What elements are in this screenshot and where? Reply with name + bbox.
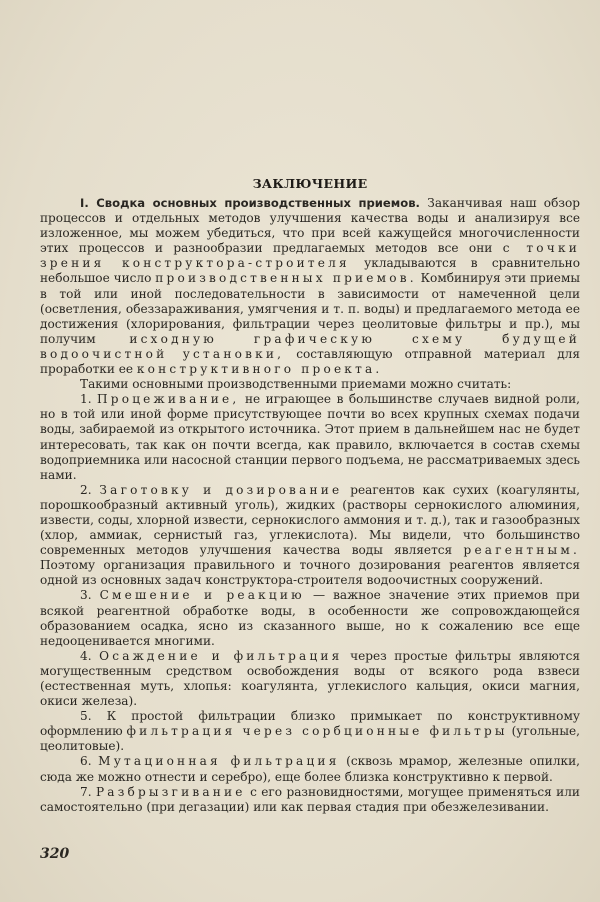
page-number: 320 — [40, 846, 70, 862]
spaced-term: Заготовку и дозирование — [99, 482, 343, 497]
spaced-term: производственных приемов. — [155, 271, 417, 286]
spaced-term: с точки зрения конструктора-строителя — [40, 241, 580, 271]
list-item-3: 3. Смешение и реакцию — важное значение этих приемов при всякой реагентной обработке воды, в особенности же сопровождающейся образованием осадка, ясно из сказанного выше, но к сожалению все еще недооценивается многими. — [40, 588, 580, 648]
spaced-term: реагентным. — [463, 543, 580, 558]
list-intro-paragraph: Такими основными производственными приемами можно считать: — [80, 377, 512, 392]
list-item-1: 1. Процеживание, не играющее в большинстве случаев видной роли, но в той или иной форме присутствующее почти во всех крупных схемах подачи воды, забираемой из открытого источника. Этот прием в дальнейшем нас не будет интересовать, так как он почти всегда, как правило, включается в состав схемы водоприемника или насосной станции первого подъема, не рассматриваемых здесь нами. — [40, 392, 581, 482]
spaced-term: Разбрызгивание — [95, 784, 246, 799]
section-subheading: I. Сводка основных производственных приемов. — [80, 196, 420, 210]
list-item-5: 5. К простой фильтрации близко примыкает по конструктивному оформлению фильтрация через сорбционные фильтры (угольные, цеолитовые). — [40, 709, 580, 754]
spaced-term: фильтрация через сорбционные фильтры — [126, 724, 508, 739]
spaced-term: Осаждение и фильтрация — [99, 648, 343, 663]
list-item-4: 4. Осаждение и фильтрация через простые фильтры являются могущественным средством освобождения воды от всякого рода взвеси (естественная муть, хлопья: коагулянта, углекислого кальция, окиси магния, окиси железа). — [40, 648, 580, 709]
page-content — [40, 176, 580, 815]
spaced-term: Мутационная фильтрация — [98, 754, 340, 769]
list-item-2: 2. Заготовку и дозирование реагентов как сухих (коагулянты, порошкообразный активный уголь), жидких (растворы сернокислого алюминия, извести, соды, хлорной извести, сернокислого аммония и т. д.), так и газообразных (хлор, аммиак, сернистый газ, углекислота). Мы видели, что большинство современных методов улучшения качества воды является реагентным. Поэтому организация правильного и точного дозирования реагентов является одной из основных задач конструктора-строителя водоочистных сооружений. — [40, 482, 580, 588]
list-item-7: 7. Разбрызгивание с его разновидностями, могущее применяться или самостоятельно (при дегазации) или как первая стадия при обезжелезивании. — [40, 784, 580, 814]
list-item-6: 6. Мутационная фильтрация (сквозь мрамор, железные опилки, сюда же можно отнести и серебро), еще более близка конструктивно к первой. — [40, 754, 580, 784]
spaced-term: Процеживание, — [97, 392, 240, 407]
spaced-term: исходную графическую схему будущей водоочистной установки, — [40, 331, 580, 361]
spaced-term: Смешение и реакцию — [99, 588, 305, 603]
chapter-heading: ЗАКЛЮЧЕНИЕ — [252, 176, 368, 191]
intro-paragraph: I. Сводка основных производственных приемов. Заканчивая наш обзор процессов и отдельных методов улучшения качества воды и анализируя все изложенное, мы можем убедиться, что при всей кажущейся многочисленности этих процессов и разнообразии предлагаемых методов все они с точки зрения конструктора-строителя укладываются в сравнительно небольшое число производственных приемов. Комбинируя эти приемы в той или иной последовательности в зависимости от намеченной цели (осветления, обеззараживания, умягчения и т. п. воды) и предлагаемого метода ее достижения (хлорирования, фильтрации через цеолитовые фильтры и пр.), мы получим исходную графическую схему будущей водоочистной установки, составляющую отправной материал для проработки ее конструктивного проекта. — [40, 196, 580, 377]
spaced-term: конструктивного проекта. — [136, 362, 383, 377]
